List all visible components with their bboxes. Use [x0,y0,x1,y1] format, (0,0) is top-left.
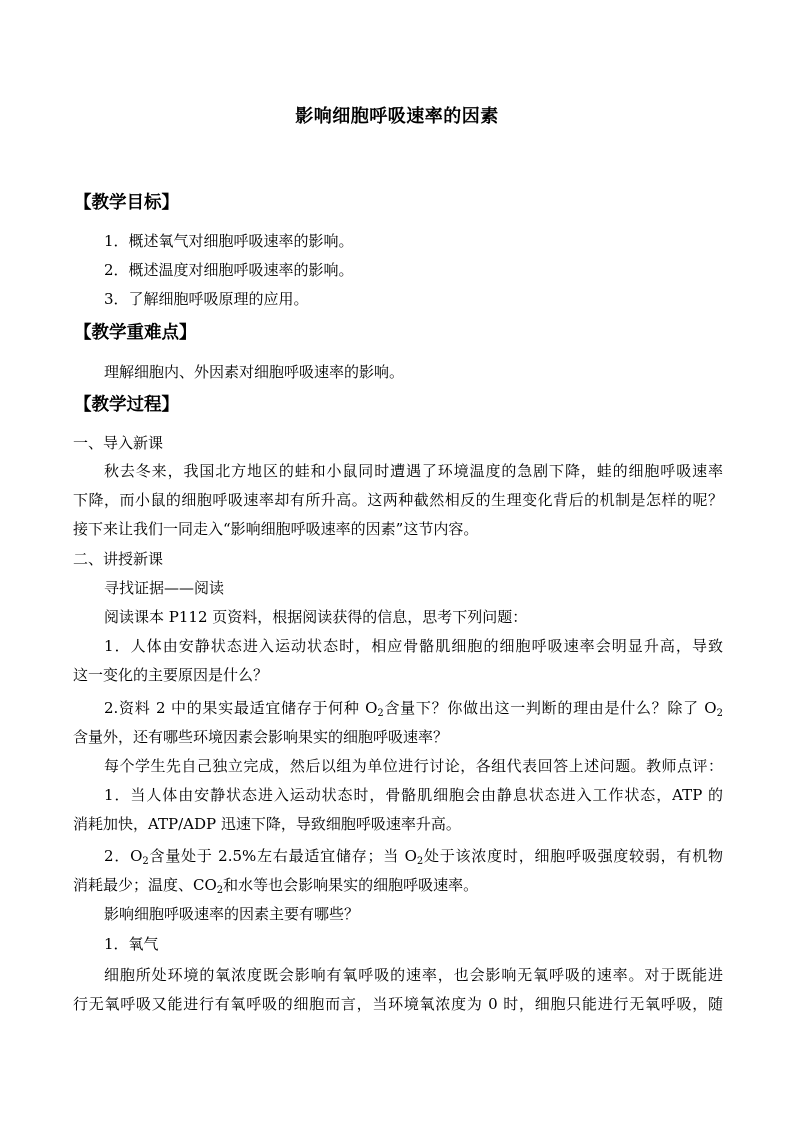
question-1-line-2: 这一变化的主要原因是什么？ [73,666,269,684]
key-points-heading: 【教学重难点】 [74,323,197,343]
factor-1-heading: 1．氧气 [104,935,159,953]
evidence-label: 寻找证据——阅读 [104,579,225,597]
factor-1-line-1: 细胞所处环境的氧浓度既会影响有氧呼吸的速率，也会影响无氧呼吸的速率。对于既能进 [104,966,723,984]
intro-line-1: 秋去冬来，我国北方地区的蛙和小鼠同时遭遇了环境温度的急剧下降，蛙的细胞呼吸速率 [104,462,723,480]
objective-item-1: 1．概述氧气对细胞呼吸速率的影响。 [104,232,354,250]
answer-2-line-2: 消耗最少；温度、$CO_2$和水等也会影响果实的细胞呼吸速率。 [73,876,479,896]
intro-line-3: 接下来让我们一同走入“影响细胞呼吸速率的因素”这节内容。 [73,520,479,538]
question-1-line-1: 1．人体由安静状态进入运动状态时，相应骨骼肌细胞的细胞呼吸速率会明显升高，导致 [104,637,723,655]
intro-line-2: 下降，而小鼠的细胞呼吸速率却有所升高。这两种截然相反的生理变化背后的机制是怎样的呢？ [73,491,723,509]
answer-1-line-2: 消耗加快，ATP/ADP 迅速下降，导致细胞呼吸速率升高。 [73,815,461,833]
discussion-text: 每个学生先自己独立完成，然后以组为单位进行讨论，各组代表回答上述问题。教师点评： [104,757,723,775]
factor-1-line-2: 行无氧呼吸又能进行有氧呼吸的细胞而言，当环境氧浓度为 0 时，细胞只能进行无氧呼吸，随 [73,995,723,1013]
document-title: 影响细胞呼吸速率的因素 [295,106,499,127]
answer-1-line-1: 1．当人体由安静状态进入运动状态时，骨骼肌细胞会由静息状态进入工作状态，ATP 的 [104,786,723,804]
reading-instruction: 阅读课本 P112 页资料，根据阅读获得的信息，思考下列问题： [104,608,528,626]
question-2-line-2: 含量外，还有哪些环境因素会影响果实的细胞呼吸速率？ [73,728,449,746]
factors-question: 影响细胞呼吸速率的因素主要有哪些？ [104,905,360,923]
lecture-heading: 二、讲授新课 [73,550,164,568]
process-heading: 【教学过程】 [74,395,179,415]
answer-2-line-1: 2．$O_2$含量处于 2.5%左右最适宜储存；当 $O_2$处于该浓度时，细胞呼吸强度较弱，有机物 [104,847,723,867]
objectives-heading: 【教学目标】 [74,193,179,213]
objective-item-2: 2．概述温度对细胞呼吸速率的影响。 [104,261,354,279]
intro-heading: 一、导入新课 [73,434,164,452]
key-points-text: 理解细胞内、外因素对细胞呼吸速率的影响。 [104,363,405,381]
objective-item-3: 3．了解细胞呼吸原理的应用。 [104,290,309,308]
question-2-line-1: 2.资料 2 中的果实最适宜储存于何种 $O_2$含量下？你做出这一判断的理由是什么？除了 $O_2$ [104,699,723,719]
